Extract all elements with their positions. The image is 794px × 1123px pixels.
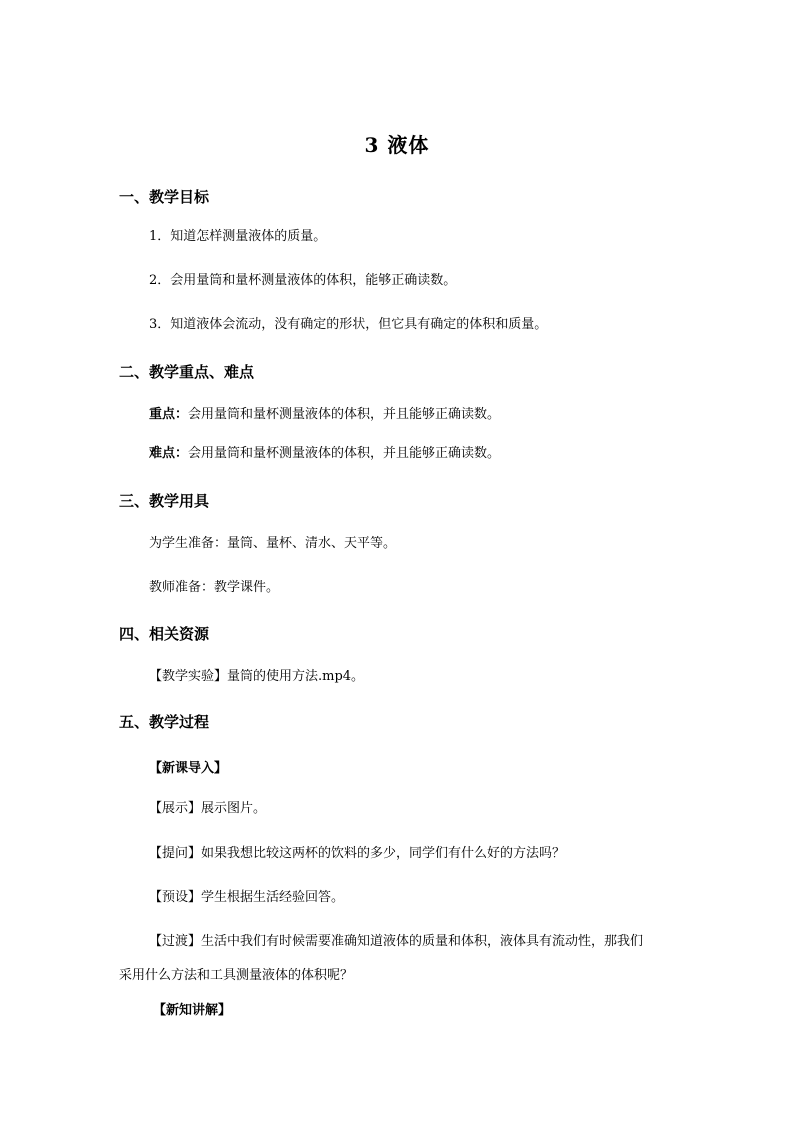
difficult-point-line (149, 445, 500, 463)
key-point-label: 重点： (149, 407, 189, 422)
objective-item-3: 3．知道液体会流动，没有确定的形状，但它具有确定的体积和质量。 (149, 317, 548, 332)
show-step: 【展示】展示图片。 (149, 801, 267, 816)
transition-step-line1: 【过渡】生活中我们有时候需要准确知道液体的质量和体积，液体具有流动性，那我们 (149, 934, 644, 949)
difficult-point-label: 难点： (149, 446, 189, 461)
resource-item: 【教学实验】量筒的使用方法.mp4。 (149, 669, 365, 684)
preset-step: 【预设】学生根据生活经验回答。 (149, 890, 345, 905)
section-heading-resources: 四、相关资源 (119, 625, 210, 643)
ask-step: 【提问】如果我想比较这两杯的饮料的多少，同学们有什么好的方法吗？ (149, 846, 566, 861)
section-heading-objectives: 一、教学目标 (119, 188, 210, 206)
difficult-point-text: 会用量筒和量杯测量液体的体积，并且能够正确读数。 (188, 446, 501, 461)
transition-step-line2: 采用什么方法和工具测量液体的体积呢？ (119, 968, 354, 983)
new-lesson-intro-heading: 【新课导入】 (149, 761, 228, 776)
section-heading-tools: 三、教学用具 (119, 492, 210, 510)
section-heading-process: 五、教学过程 (119, 713, 210, 731)
teacher-tools: 教师准备：教学课件。 (149, 580, 280, 595)
page-title: 3 液体 (364, 133, 430, 157)
objective-item-2: 2．会用量筒和量杯测量液体的体积，能够正确读数。 (149, 273, 457, 288)
key-point-line (149, 406, 500, 424)
section-heading-key-points: 二、教学重点、难点 (119, 363, 255, 381)
new-knowledge-heading: 【新知讲解】 (153, 1003, 232, 1018)
key-point-text: 会用量筒和量杯测量液体的体积，并且能够正确读数。 (188, 407, 501, 422)
student-tools: 为学生准备：量筒、量杯、清水、天平等。 (149, 536, 397, 551)
objective-item-1: 1．知道怎样测量液体的质量。 (149, 229, 327, 244)
